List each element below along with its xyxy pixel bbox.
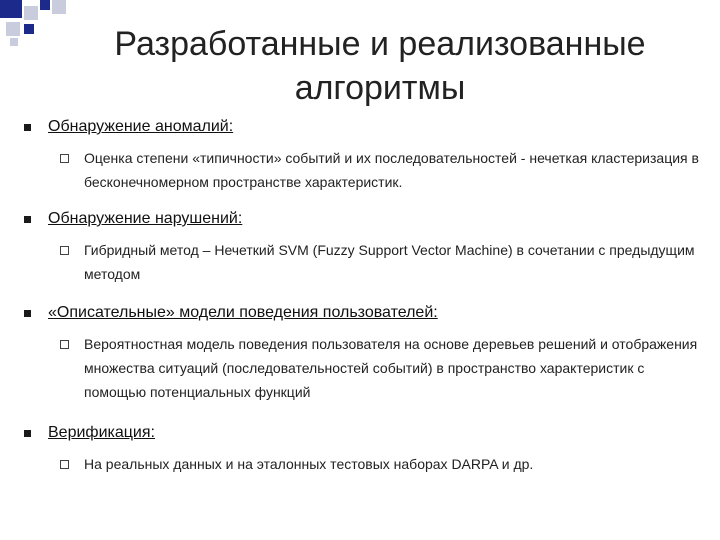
heading-text: Верификация: (48, 424, 155, 441)
hollow-square-bullet-icon (60, 154, 69, 163)
sub-bullet (84, 146, 702, 194)
square-bullet-icon (24, 216, 31, 223)
hollow-square-bullet-icon (60, 340, 69, 349)
deco-square (0, 0, 22, 18)
sub-bullet (84, 452, 702, 476)
list-item (22, 302, 702, 404)
hollow-square-bullet-icon (60, 460, 69, 469)
sub-text: Вероятностная модель поведения пользователя на основе деревьев решений и отображения множества ситуаций (последовательностей событий) в пространство характеристик с помощью потенциальных функций (84, 336, 698, 400)
heading-text: Обнаружение нарушений: (48, 210, 243, 227)
square-bullet-icon (24, 310, 31, 317)
sub-text: На реальных данных и на эталонных тестовых наборах DARPA и др. (84, 456, 534, 472)
bullet-heading (22, 422, 702, 444)
bullet-heading (22, 116, 702, 138)
list-item (22, 208, 702, 286)
hollow-square-bullet-icon (60, 246, 69, 255)
bullet-list (22, 112, 702, 476)
deco-square (40, 0, 50, 10)
heading-text: «Описательные» модели поведения пользователей: (48, 304, 438, 321)
bullet-heading (22, 208, 702, 230)
square-bullet-icon (24, 430, 31, 437)
square-bullet-icon (24, 124, 31, 131)
sub-text: Гибридный метод – Нечеткий SVM (Fuzzy Support Vector Machine) в сочетании с предыдущим методом (84, 242, 695, 282)
deco-square (52, 0, 66, 14)
deco-square (10, 38, 18, 46)
slide-title (60, 22, 700, 110)
deco-square (6, 22, 20, 36)
deco-square (24, 6, 38, 20)
bullet-heading (22, 302, 702, 324)
sub-text: Оценка степени «типичности» событий и их последовательностей - нечеткая кластеризация в бесконечномерном пространстве характеристик. (84, 150, 699, 190)
list-item (22, 422, 702, 476)
title-line-1: Разработанные и реализованные (114, 25, 646, 63)
list-item (22, 116, 702, 194)
heading-text: Обнаружение аномалий: (48, 118, 234, 135)
sub-bullet (84, 332, 702, 404)
title-line-2: алгоритмы (294, 69, 466, 107)
sub-bullet (84, 238, 702, 286)
deco-square (24, 24, 34, 34)
